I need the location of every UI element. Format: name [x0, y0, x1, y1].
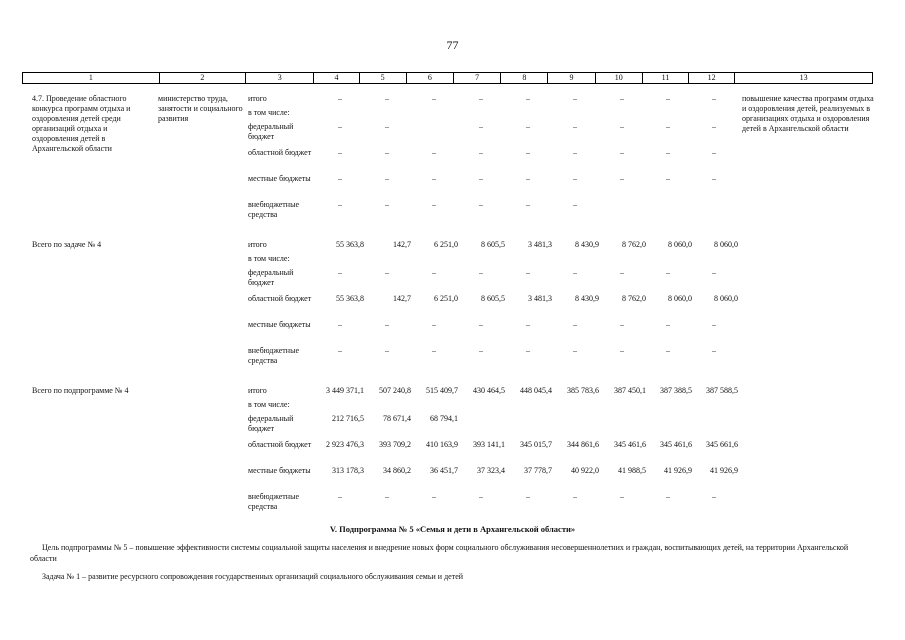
funding-source-label: местные бюджеты	[248, 466, 311, 475]
column-number-11: 11	[642, 73, 688, 84]
funding-value: –	[666, 174, 670, 183]
funding-value: –	[479, 268, 483, 277]
funding-value: –	[385, 346, 389, 355]
column-number-10: 10	[595, 73, 642, 84]
funding-value: –	[526, 268, 530, 277]
funding-value: –	[573, 492, 577, 501]
funding-value: –	[712, 492, 716, 501]
funding-value: –	[666, 320, 670, 329]
funding-value: –	[620, 174, 624, 183]
funding-value: 345 461,6	[614, 440, 646, 449]
funding-value: –	[432, 174, 436, 183]
funding-value: –	[526, 492, 530, 501]
funding-source-label: в том числе:	[248, 400, 290, 409]
funding-value: –	[526, 94, 530, 103]
funding-value: –	[385, 492, 389, 501]
funding-value: –	[385, 174, 389, 183]
funding-value: –	[620, 492, 624, 501]
funding-value: –	[385, 320, 389, 329]
funding-value: –	[432, 94, 436, 103]
column-number-header	[22, 72, 873, 84]
funding-value: –	[432, 268, 436, 277]
funding-value: 507 240,8	[379, 386, 411, 395]
funding-value: –	[526, 200, 530, 209]
funding-value: 41 988,5	[618, 466, 646, 475]
funding-value: –	[573, 346, 577, 355]
funding-value: –	[479, 492, 483, 501]
paragraph-task: Задача № 1 – развитие ресурсного сопровождения государственных организаций социального обслуживания семьи и детей	[42, 572, 464, 581]
section-title: V. Подпрограмма № 5 «Семья и дети в Архангельской области»	[329, 524, 576, 534]
funding-source-label: внебюджетные средства	[248, 346, 299, 365]
funding-value: –	[666, 148, 670, 157]
funding-value: –	[666, 492, 670, 501]
funding-value: –	[526, 174, 530, 183]
funding-value: –	[338, 94, 342, 103]
column-number-8: 8	[501, 73, 548, 84]
column-number-13: 13	[735, 73, 873, 84]
funding-value: –	[573, 174, 577, 183]
funding-value: –	[385, 122, 389, 131]
funding-value: –	[573, 94, 577, 103]
funding-value: 345 015,7	[520, 440, 552, 449]
funding-value: 8 762,0	[622, 294, 646, 303]
funding-value: –	[620, 148, 624, 157]
responsible-executor: министерство труда, занятости и социального развития	[158, 94, 243, 123]
funding-value: 515 409,7	[426, 386, 458, 395]
funding-value: –	[573, 200, 577, 209]
funding-value: –	[712, 122, 716, 131]
funding-source-label: внебюджетные средства	[248, 200, 299, 219]
funding-value: –	[620, 268, 624, 277]
funding-source-label: в том числе:	[248, 108, 290, 117]
funding-value: –	[620, 320, 624, 329]
funding-value: –	[573, 122, 577, 131]
funding-source-label: федеральный бюджет	[248, 414, 294, 433]
funding-value: 3 481,3	[528, 240, 552, 249]
funding-value: –	[479, 122, 483, 131]
funding-value: 8 430,9	[575, 294, 599, 303]
funding-value: 8 762,0	[622, 240, 646, 249]
funding-value: 3 481,3	[528, 294, 552, 303]
funding-value: 387 450,1	[614, 386, 646, 395]
column-number-6: 6	[406, 73, 453, 84]
column-number-4: 4	[314, 73, 359, 84]
funding-value: –	[573, 148, 577, 157]
funding-value: –	[620, 346, 624, 355]
funding-value: –	[338, 346, 342, 355]
funding-value: 8 060,0	[714, 240, 738, 249]
funding-value: 8 060,0	[668, 240, 692, 249]
funding-value: 6 251,0	[434, 240, 458, 249]
funding-value: 34 860,2	[383, 466, 411, 475]
funding-value: –	[573, 268, 577, 277]
funding-value: –	[338, 174, 342, 183]
funding-value: 8 060,0	[668, 294, 692, 303]
funding-source-label: местные бюджеты	[248, 174, 311, 183]
funding-value: 55 363,8	[336, 240, 364, 249]
funding-value: 344 861,6	[567, 440, 599, 449]
column-number-2: 2	[159, 73, 245, 84]
funding-value: 212 716,5	[332, 414, 364, 423]
funding-value: 387 388,5	[660, 386, 692, 395]
funding-value: –	[479, 200, 483, 209]
funding-value: –	[432, 346, 436, 355]
funding-value: 410 163,9	[426, 440, 458, 449]
funding-value: –	[712, 268, 716, 277]
funding-value: 41 926,9	[710, 466, 738, 475]
funding-value: –	[526, 148, 530, 157]
funding-value: 393 141,1	[473, 440, 505, 449]
funding-value: –	[666, 268, 670, 277]
funding-value: –	[712, 174, 716, 183]
funding-value: 36 451,7	[430, 466, 458, 475]
paragraph-goal: Цель подпрограммы № 5 – повышение эффективности системы социальной защиты населения и внедрение новых форм социального обслуживания несовершеннолетних и граждан, воспитывающих детей, на территории Архангельской области	[30, 543, 849, 563]
funding-value: –	[479, 346, 483, 355]
funding-source-label: федеральный бюджет	[248, 268, 294, 287]
funding-value: –	[526, 320, 530, 329]
column-number-1: 1	[23, 73, 160, 84]
funding-value: 345 661,6	[706, 440, 738, 449]
funding-value: –	[432, 320, 436, 329]
funding-value: 8 060,0	[714, 294, 738, 303]
column-number-9: 9	[548, 73, 595, 84]
funding-source-label: областной бюджет	[248, 294, 312, 303]
funding-value: –	[526, 346, 530, 355]
column-number-3: 3	[246, 73, 314, 84]
funding-value: 37 778,7	[524, 466, 552, 475]
funding-source-label: областной бюджет	[248, 148, 312, 157]
funding-value: 142,7	[393, 240, 411, 249]
funding-value: –	[479, 320, 483, 329]
funding-value: 142,7	[393, 294, 411, 303]
funding-value: 37 323,4	[477, 466, 505, 475]
funding-source-label: местные бюджеты	[248, 320, 311, 329]
funding-value: 68 794,1	[430, 414, 458, 423]
funding-value: –	[479, 174, 483, 183]
funding-value: 8 605,5	[481, 294, 505, 303]
funding-source-label: итого	[248, 240, 267, 249]
funding-value: –	[573, 320, 577, 329]
funding-value: –	[432, 148, 436, 157]
funding-source-label: областной бюджет	[248, 440, 312, 449]
funding-value: 6 251,0	[434, 294, 458, 303]
funding-value: –	[712, 346, 716, 355]
funding-value: 8 430,9	[575, 240, 599, 249]
funding-value: –	[338, 492, 342, 501]
funding-value: 41 926,9	[664, 466, 692, 475]
funding-value: –	[666, 94, 670, 103]
funding-value: –	[479, 94, 483, 103]
funding-value: –	[385, 200, 389, 209]
funding-source-label: итого	[248, 94, 267, 103]
funding-value: –	[712, 94, 716, 103]
column-number-5: 5	[359, 73, 406, 84]
funding-value: 40 922,0	[571, 466, 599, 475]
funding-value: –	[620, 122, 624, 131]
funding-value: –	[666, 346, 670, 355]
funding-value: –	[385, 268, 389, 277]
funding-value: –	[338, 122, 342, 131]
funding-value: –	[338, 320, 342, 329]
page-number: 77	[446, 38, 459, 52]
funding-value: 387 588,5	[706, 386, 738, 395]
funding-value: 448 045,4	[520, 386, 552, 395]
task-name: Всего по подпрограмме № 4	[32, 386, 129, 395]
funding-value: 385 783,6	[567, 386, 599, 395]
funding-value: 430 464,5	[473, 386, 505, 395]
funding-value: –	[385, 148, 389, 157]
funding-value: –	[432, 492, 436, 501]
funding-source-label: внебюджетные средства	[248, 492, 299, 511]
funding-value: –	[620, 94, 624, 103]
funding-value: 393 709,2	[379, 440, 411, 449]
funding-value: 2 923 476,3	[326, 440, 364, 449]
funding-value: 8 605,5	[481, 240, 505, 249]
funding-value: –	[666, 122, 670, 131]
funding-value: 3 449 371,1	[326, 386, 364, 395]
funding-source-label: в том числе:	[248, 254, 290, 263]
funding-value: 55 363,8	[336, 294, 364, 303]
expected-result: повышение качества программ отдыха и оздоровления детей, реализуемых в организациях отдыха и оздоровления детей в Архангельской области	[742, 94, 874, 133]
funding-value: –	[479, 148, 483, 157]
column-number-7: 7	[454, 73, 501, 84]
task-name: 4.7. Проведение областного конкурса программ отдыха и оздоровления детей среди организаций отдыха и оздоровления детей в Архангельской области	[32, 94, 131, 153]
funding-value: –	[526, 122, 530, 131]
funding-value: –	[338, 268, 342, 277]
funding-source-label: итого	[248, 386, 267, 395]
funding-source-label: федеральный бюджет	[248, 122, 294, 141]
task-name: Всего по задаче № 4	[32, 240, 102, 249]
funding-value: 78 671,4	[383, 414, 411, 423]
funding-value: –	[432, 200, 436, 209]
funding-value: –	[712, 320, 716, 329]
funding-value: –	[338, 148, 342, 157]
funding-value: –	[712, 148, 716, 157]
funding-value: 313 178,3	[332, 466, 364, 475]
column-number-12: 12	[689, 73, 735, 84]
funding-value: 345 461,6	[660, 440, 692, 449]
funding-value: –	[338, 200, 342, 209]
funding-value: –	[385, 94, 389, 103]
